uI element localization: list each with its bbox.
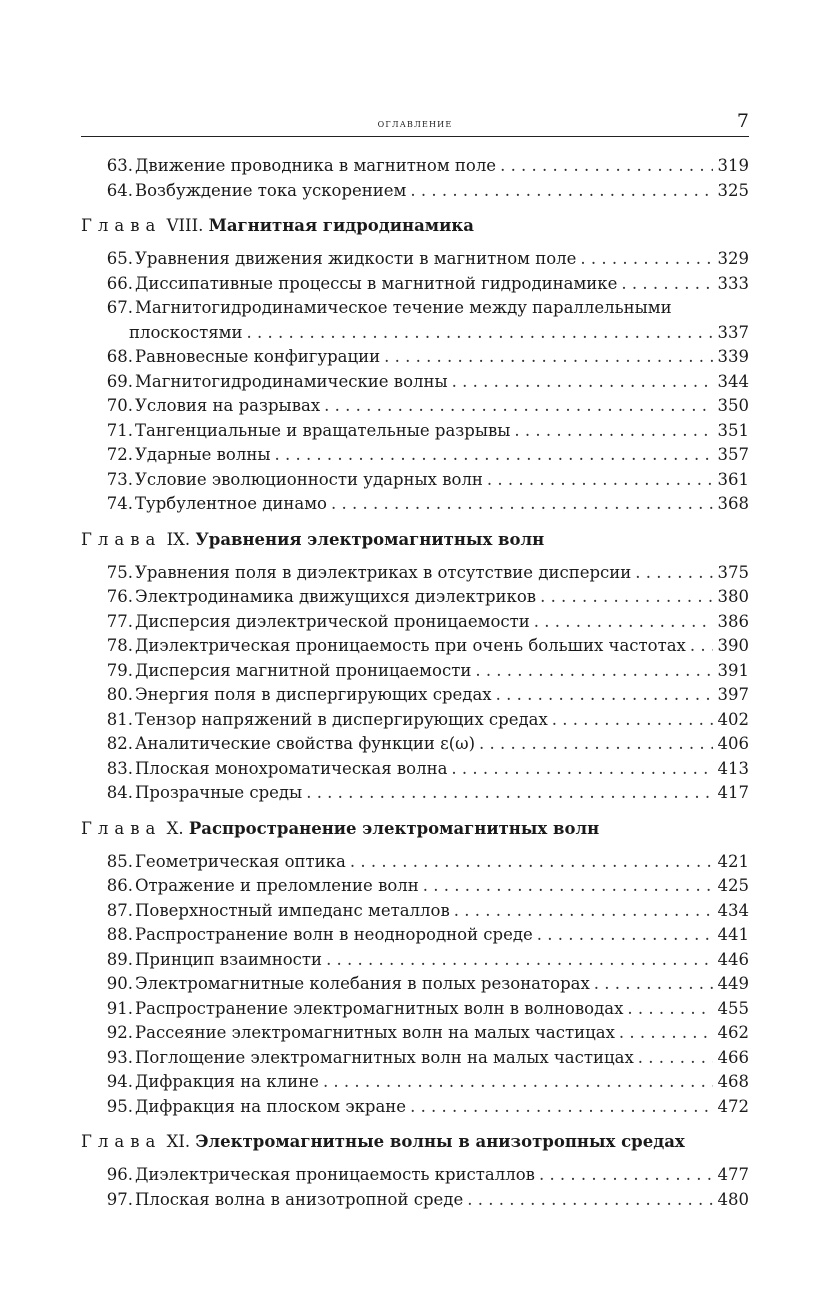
entry-page: 391 <box>717 660 749 680</box>
entry-number: 81. <box>106 709 133 729</box>
entry-title: Диэлектрическая проницаемость кристаллов <box>135 1165 535 1184</box>
entry-number: 73. <box>106 469 133 489</box>
toc-entry[interactable] <box>81 1163 749 1188</box>
entry-title: Распространение электромагнитных волн в волноводах <box>135 998 624 1018</box>
entry-page: 380 <box>717 587 749 606</box>
toc-entry[interactable] <box>81 247 749 272</box>
leader-dots <box>384 345 713 370</box>
page-number: 7 <box>736 110 749 132</box>
entry-page: 477 <box>717 1165 749 1184</box>
chapter-title: Распространение электромагнитных волн <box>188 818 600 838</box>
entry-number: 84. <box>106 783 133 802</box>
toc-entry[interactable] <box>81 1021 749 1046</box>
toc-entry[interactable] <box>81 468 749 493</box>
entry-number: 83. <box>106 758 133 778</box>
leader-dots <box>475 659 713 684</box>
toc-entry[interactable] <box>81 585 749 610</box>
entry-number: 67. <box>106 298 133 317</box>
toc-entry[interactable] <box>81 850 749 875</box>
toc-entry[interactable] <box>81 272 749 297</box>
entry-title: Уравнения поля в диэлектриках в отсутствие дисперсии <box>135 562 632 582</box>
entry-number: 97. <box>106 1189 133 1209</box>
entry-page: 406 <box>717 734 749 753</box>
entry-page: 319 <box>717 156 749 175</box>
entry-page: 441 <box>717 925 749 944</box>
leader-dots <box>635 561 713 586</box>
toc-entry[interactable] <box>81 683 749 708</box>
toc-entry[interactable] <box>81 634 749 659</box>
entry-title: Электромагнитные колебания в полых резонаторах <box>135 974 590 993</box>
entry-page: 390 <box>717 636 749 655</box>
table-of-contents <box>81 154 749 1212</box>
entry-page: 329 <box>717 249 749 268</box>
entry-title: Диэлектрическая проницаемость при очень больших частотах <box>135 636 686 655</box>
entry-title: Уравнения движения жидкости в магнитном поле <box>135 249 577 268</box>
entry-number: 95. <box>106 1096 133 1116</box>
entry-number: 91. <box>106 998 133 1018</box>
toc-entry[interactable] <box>81 899 749 924</box>
leader-dots <box>350 850 713 875</box>
entry-number: 79. <box>106 660 133 680</box>
leader-dots <box>452 370 713 395</box>
entry-page: 339 <box>717 347 749 366</box>
entry-title: Тангенциальные и вращательные разрывы <box>135 420 511 440</box>
toc-entry-continuation[interactable] <box>81 321 749 346</box>
toc-entry[interactable] <box>81 732 749 757</box>
entry-title: Поверхностный импеданс металлов <box>135 900 450 920</box>
entry-number: 82. <box>106 734 133 753</box>
leader-dots <box>467 1188 713 1213</box>
entry-page: 333 <box>717 273 749 293</box>
entry-page: 375 <box>717 562 749 582</box>
leader-dots <box>537 923 713 948</box>
entry-number: 68. <box>106 347 133 366</box>
entry-title: Отражение и преломление волн <box>135 876 419 895</box>
entry-number: 65. <box>106 249 133 268</box>
entry-title: Равновесные конфигурации <box>135 347 381 366</box>
entry-number: 66. <box>106 273 133 293</box>
entry-page: 344 <box>717 371 749 391</box>
entry-number: 89. <box>106 949 133 969</box>
entry-number: 85. <box>106 851 133 871</box>
entry-page: 325 <box>717 180 749 200</box>
chapter-heading <box>81 528 749 552</box>
entry-page: 480 <box>717 1189 749 1209</box>
leader-dots <box>331 492 713 517</box>
leader-dots <box>580 247 713 272</box>
entry-title: Прозрачные среды <box>135 783 303 802</box>
chapter-title: Электромагнитные волны в анизотропных средах <box>195 1132 685 1151</box>
entry-number: 77. <box>106 611 133 631</box>
toc-entry[interactable] <box>81 370 749 395</box>
entry-number: 88. <box>106 925 133 944</box>
toc-entry[interactable] <box>81 1070 749 1095</box>
toc-entry[interactable] <box>81 659 749 684</box>
entry-number: 76. <box>106 587 133 606</box>
entry-number: 63. <box>106 156 133 175</box>
entry-page: 446 <box>717 949 749 969</box>
entry-page: 413 <box>717 758 749 778</box>
entry-page: 472 <box>717 1096 749 1116</box>
entry-page: 357 <box>717 445 749 464</box>
entry-number: 70. <box>106 396 133 415</box>
entry-number: 92. <box>106 1023 133 1042</box>
chapter-number: X. <box>166 818 184 838</box>
entry-page: 462 <box>717 1023 749 1042</box>
entry-page: 337 <box>717 322 749 342</box>
entry-page: 449 <box>717 974 749 993</box>
running-header <box>81 106 749 137</box>
entry-title: Электродинамика движущихся диэлектриков <box>135 587 537 606</box>
toc-entry[interactable] <box>81 561 749 586</box>
leader-dots <box>539 1163 713 1188</box>
leader-dots <box>323 1070 713 1095</box>
toc-entry[interactable] <box>81 394 749 419</box>
entry-page: 417 <box>717 783 749 802</box>
toc-entry[interactable] <box>81 492 749 517</box>
toc-entry[interactable] <box>81 948 749 973</box>
leader-dots <box>534 610 713 635</box>
chapter-prefix: Глава <box>81 1132 162 1151</box>
entry-title: Рассеяние электромагнитных волн на малых частицах <box>135 1023 615 1042</box>
entry-title: Дисперсия магнитной проницаемости <box>135 660 472 680</box>
entry-title: Дисперсия диэлектрической проницаемости <box>135 611 530 631</box>
entry-title: Дифракция на плоском экране <box>135 1096 407 1116</box>
entry-number: 78. <box>106 636 133 655</box>
chapter-prefix: Глава <box>81 216 162 235</box>
entry-title: Движение проводника в магнитном поле <box>135 156 497 175</box>
toc-entry[interactable] <box>81 781 749 806</box>
leader-dots <box>326 948 713 973</box>
entry-page: 421 <box>717 851 749 871</box>
toc-entry[interactable] <box>81 997 749 1022</box>
chapter-title: Уравнения электромагнитных волн <box>195 529 545 549</box>
toc-entry[interactable] <box>81 923 749 948</box>
entry-title: Магнитогидродинамическое течение между параллельными <box>135 298 672 317</box>
entry-page: 350 <box>717 396 749 415</box>
leader-dots <box>496 683 713 708</box>
entry-page: 468 <box>717 1072 749 1091</box>
entry-number: 96. <box>106 1165 133 1184</box>
leader-dots <box>423 874 713 899</box>
entry-title: Турбулентное динамо <box>135 494 327 513</box>
entry-title: Аналитические свойства функции ε(ω) <box>135 734 476 753</box>
entry-page: 386 <box>717 611 749 631</box>
entry-title: Условия на разрывах <box>135 396 321 415</box>
toc-entry[interactable] <box>81 443 749 468</box>
entry-page: 368 <box>717 494 749 513</box>
entry-page: 402 <box>717 709 749 729</box>
leader-dots <box>540 585 713 610</box>
entry-title: Условие эволюционности ударных волн <box>135 469 483 489</box>
leader-dots <box>410 179 713 204</box>
leader-dots <box>627 997 713 1022</box>
leader-dots <box>274 443 713 468</box>
leader-dots <box>500 154 713 179</box>
toc-entry[interactable] <box>81 1046 749 1071</box>
entry-title: Распространение волн в неоднородной среде <box>135 925 533 944</box>
entry-number: 87. <box>106 900 133 920</box>
leader-dots <box>638 1046 713 1071</box>
toc-page <box>81 106 749 1212</box>
leader-dots <box>619 1021 713 1046</box>
entry-number: 69. <box>106 371 133 391</box>
entry-title: Геометрическая оптика <box>135 851 346 871</box>
entry-number: 90. <box>106 974 133 993</box>
entry-page: 466 <box>717 1047 749 1067</box>
toc-entry[interactable] <box>81 419 749 444</box>
chapter-heading <box>81 817 749 841</box>
chapter-number: VIII. <box>166 216 204 235</box>
toc-entry[interactable] <box>81 154 749 179</box>
entry-title-continued: плоскостями <box>129 322 243 342</box>
chapter-title: Магнитная гидродинамика <box>208 216 474 235</box>
entry-title: Плоская монохроматическая волна <box>135 758 448 778</box>
toc-entry[interactable] <box>81 708 749 733</box>
entry-number: 86. <box>106 876 133 895</box>
entry-title: Энергия поля в диспергирующих средах <box>135 685 492 704</box>
leader-dots <box>479 732 713 757</box>
leader-dots <box>621 272 713 297</box>
entry-number: 64. <box>106 180 133 200</box>
chapter-heading <box>81 1130 749 1154</box>
chapter-number: IX. <box>166 529 191 549</box>
entry-title: Диссипативные процессы в магнитной гидродинамике <box>135 273 618 293</box>
entry-title: Ударные волны <box>135 445 271 464</box>
chapter-prefix: Глава <box>81 529 162 549</box>
entry-page: 425 <box>717 876 749 895</box>
entry-number: 94. <box>106 1072 133 1091</box>
chapter-prefix: Глава <box>81 818 162 838</box>
entry-title: Возбуждение тока ускорением <box>135 180 407 200</box>
entry-page: 455 <box>717 998 749 1018</box>
entry-title: Плоская волна в анизотропной среде <box>135 1189 464 1209</box>
toc-entry[interactable] <box>81 1095 749 1120</box>
chapter-heading <box>81 214 749 238</box>
leader-dots <box>410 1095 713 1120</box>
entry-page: 397 <box>717 685 749 704</box>
leader-dots <box>451 757 713 782</box>
entry-title: Поглощение электромагнитных волн на малых частицах <box>135 1047 634 1067</box>
entry-page: 361 <box>717 469 749 489</box>
toc-entry[interactable] <box>81 757 749 782</box>
chapter-number: XI. <box>166 1132 191 1151</box>
entry-title: Дифракция на клине <box>135 1072 319 1091</box>
leader-dots <box>594 972 713 997</box>
header-title: оглавление <box>377 116 453 130</box>
toc-entry[interactable] <box>81 345 749 370</box>
entry-page: 434 <box>717 900 749 920</box>
toc-entry[interactable] <box>81 972 749 997</box>
entry-title: Принцип взаимности <box>135 949 323 969</box>
toc-entry[interactable] <box>81 874 749 899</box>
leader-dots <box>514 419 713 444</box>
leader-dots <box>552 708 713 733</box>
entry-number: 72. <box>106 445 133 464</box>
entry-page: 351 <box>717 420 749 440</box>
leader-dots <box>324 394 713 419</box>
entry-title: Тензор напряжений в диспергирующих средах <box>135 709 548 729</box>
entry-title: Магнитогидродинамические волны <box>135 371 448 391</box>
toc-entry[interactable] <box>81 1188 749 1213</box>
leader-dots <box>454 899 713 924</box>
toc-entry[interactable] <box>81 296 749 321</box>
entry-number: 80. <box>106 685 133 704</box>
leader-dots <box>247 321 713 346</box>
leader-dots <box>487 468 713 493</box>
entry-number: 71. <box>106 420 133 440</box>
entry-number: 75. <box>106 562 133 582</box>
entry-number: 74. <box>106 494 133 513</box>
leader-dots <box>306 781 713 806</box>
toc-entry[interactable] <box>81 179 749 204</box>
toc-entry[interactable] <box>81 610 749 635</box>
entry-number: 93. <box>106 1047 133 1067</box>
leader-dots <box>690 634 713 659</box>
